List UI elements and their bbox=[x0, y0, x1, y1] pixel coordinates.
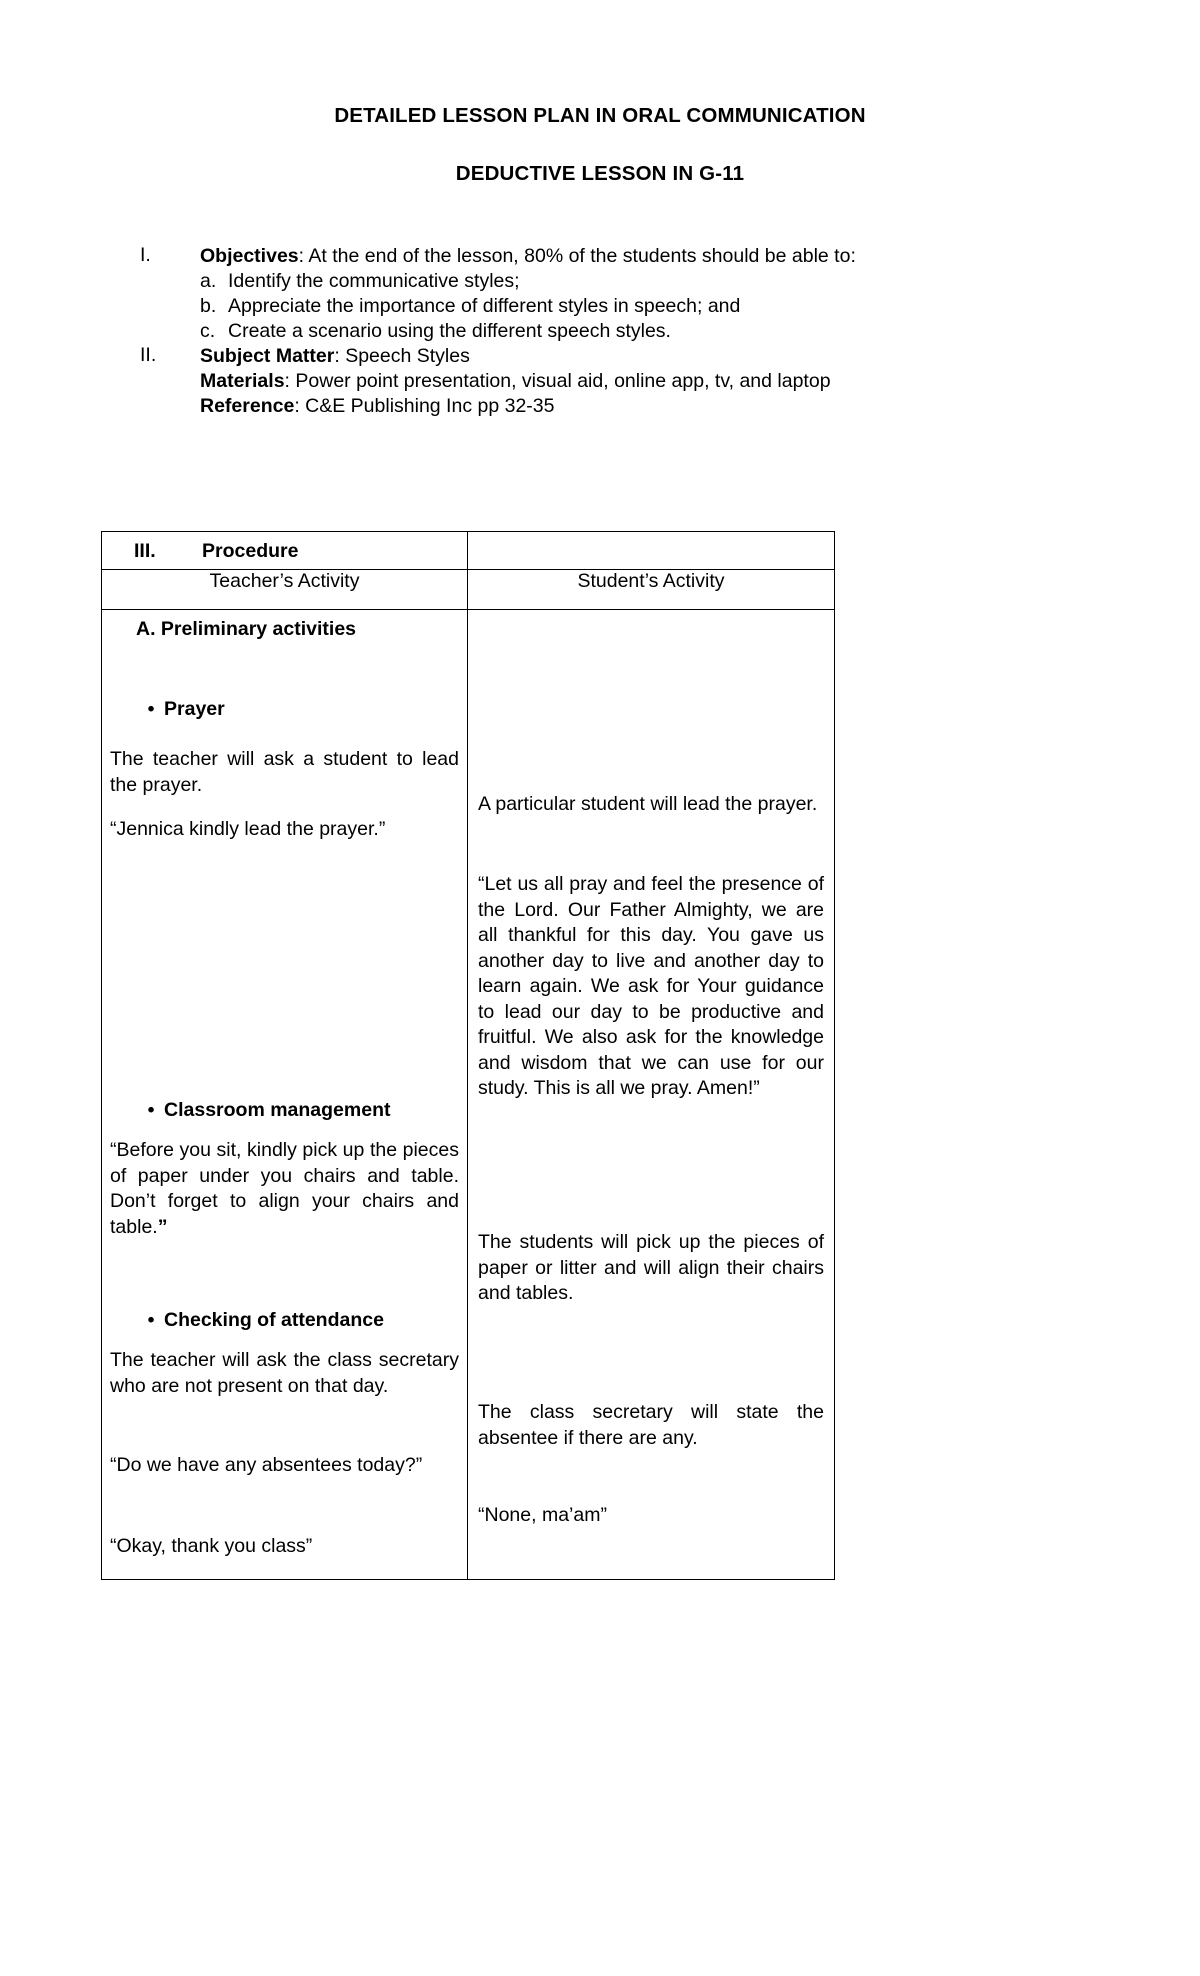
prayer-quote: “Jennica kindly lead the prayer.” bbox=[110, 818, 386, 840]
thank-you-quote: “Okay, thank you class” bbox=[110, 1535, 313, 1557]
objective-text-c: Create a scenario using the different speech styles. bbox=[228, 320, 671, 343]
objectives-label: Objectives bbox=[200, 245, 299, 268]
list-item bbox=[200, 269, 1100, 294]
teacher-activity-cell bbox=[102, 610, 468, 1580]
pick-up-litter-response: The students will pick up the pieces of paper or litter and will align their chairs and tables. bbox=[478, 1231, 824, 1304]
subject-matter-line bbox=[200, 344, 1100, 369]
objectives-section bbox=[140, 244, 1100, 344]
class-secretary-response: The class secretary will state the absentee if there are any. bbox=[478, 1401, 824, 1449]
materials-value: : Power point presentation, visual aid, online app, tv, and laptop bbox=[284, 370, 831, 393]
student-activity-cell bbox=[468, 610, 835, 1580]
objective-marker-a: a. bbox=[200, 270, 217, 293]
procedure-heading-empty-cell bbox=[468, 532, 835, 570]
classroom-management-quote-close: ” bbox=[157, 1215, 168, 1238]
bullet-icon: • bbox=[147, 1099, 155, 1121]
student-prayer-text: “Let us all pray and feel the presence of the Lord. Our Father Almighty, we are all thankful for this day. You gave us another day to live and another day to learn again. We ask for Your guidance to lead our day to be productive and fruitful. We also ask for the knowledge and wisdom that we can use for our study. This is all we pray. Amen!” bbox=[478, 873, 824, 1099]
objectives-intro bbox=[200, 244, 1100, 269]
subject-matter-label: Subject Matter bbox=[200, 345, 335, 368]
checking-attendance-subheading bbox=[138, 1308, 459, 1333]
bullet-icon: • bbox=[147, 698, 155, 720]
absentees-question-quote: “Do we have any absentees today?” bbox=[110, 1454, 423, 1476]
materials-label: Materials bbox=[200, 370, 285, 393]
objectives-intro-rest: : At the end of the lesson, 80% of the students should be able to: bbox=[298, 245, 856, 268]
classroom-management-label: Classroom management bbox=[164, 1099, 391, 1121]
title-block bbox=[0, 0, 1200, 186]
no-absentees-response: “None, ma’am” bbox=[478, 1504, 607, 1526]
procedure-table bbox=[101, 531, 835, 1580]
prayer-instruction-paragraph: The teacher will ask a student to lead the prayer. bbox=[110, 748, 459, 796]
subject-matter-numeral: II. bbox=[140, 344, 157, 367]
preliminary-activities-heading: A. Preliminary activities bbox=[136, 618, 357, 640]
page-title: DETAILED LESSON PLAN IN ORAL COMMUNICATION bbox=[334, 104, 866, 127]
list-item bbox=[200, 319, 1100, 344]
attendance-instruction-paragraph: The teacher will ask the class secretary who are not present on that day. bbox=[110, 1349, 459, 1397]
objectives-numeral: I. bbox=[140, 244, 151, 267]
page-subtitle: DEDUCTIVE LESSON IN G-11 bbox=[455, 161, 745, 185]
reference-value: : C&E Publishing Inc pp 32-35 bbox=[294, 395, 555, 418]
classroom-management-quote-text: “Before you sit, kindly pick up the pieces of paper under you chairs and table. Don’t forget to align your chairs and table. bbox=[110, 1139, 459, 1238]
procedure-heading-cell bbox=[102, 532, 468, 570]
list-item bbox=[200, 294, 1100, 319]
objective-marker-c: c. bbox=[200, 320, 216, 343]
checking-attendance-label: Checking of attendance bbox=[164, 1309, 384, 1331]
bullet-icon: • bbox=[147, 1309, 155, 1331]
front-matter bbox=[0, 244, 1200, 419]
procedure-numeral: III. bbox=[134, 540, 156, 562]
column-header-teacher: Teacher’s Activity bbox=[102, 570, 468, 610]
table-row bbox=[102, 610, 835, 1580]
column-header-student: Student’s Activity bbox=[468, 570, 835, 610]
objective-text-a: Identify the communicative styles; bbox=[228, 270, 520, 293]
materials-line bbox=[200, 369, 1100, 394]
table-row bbox=[102, 570, 835, 610]
classroom-management-subheading bbox=[138, 1098, 459, 1123]
prayer-subheading bbox=[138, 697, 459, 722]
subject-matter-section bbox=[140, 344, 1100, 419]
reference-line bbox=[200, 394, 1100, 419]
classroom-management-quote bbox=[110, 1138, 459, 1240]
objective-text-b: Appreciate the importance of different styles in speech; and bbox=[228, 295, 741, 318]
procedure-label: Procedure bbox=[202, 540, 299, 562]
lead-prayer-response: A particular student will lead the prayer. bbox=[478, 793, 818, 815]
reference-label: Reference bbox=[200, 395, 295, 418]
subject-matter-value: : Speech Styles bbox=[334, 345, 470, 368]
objective-marker-b: b. bbox=[200, 295, 217, 318]
objectives-list bbox=[200, 269, 1100, 344]
table-row bbox=[102, 532, 835, 570]
prayer-subheading-label: Prayer bbox=[164, 698, 225, 720]
